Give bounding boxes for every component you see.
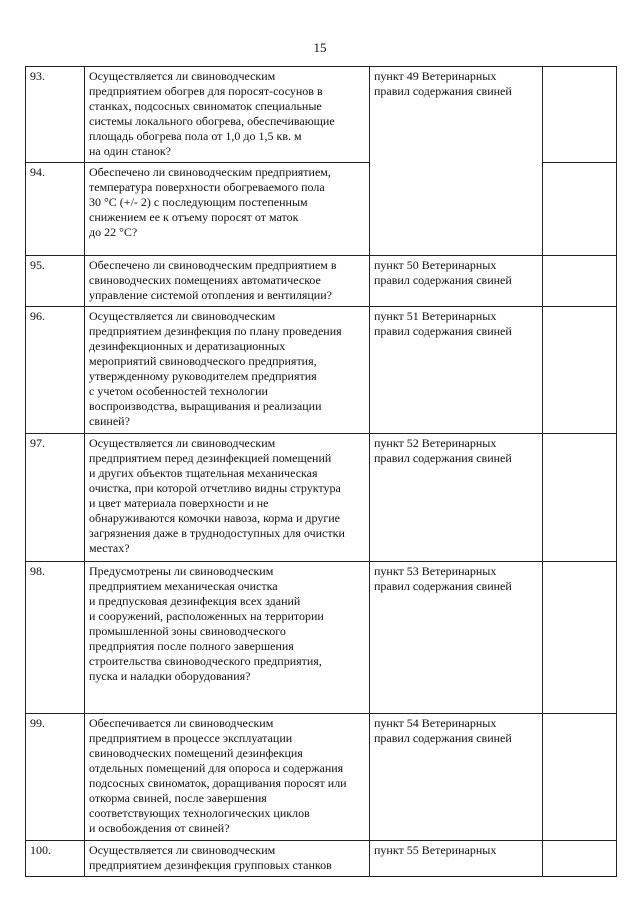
reference-text: пункт 52 Ветеринарных правил содержания свиней [374, 436, 512, 465]
question-text: Осуществляется ли свиноводческим предприятием обогрев для поросят-сосунов в станках, подсосных свиноматок специальные системы локального обогрева, обеспечивающие площадь обогрева пола от 1,0 до 1,5 кв. м на один станок? [89, 69, 335, 158]
result-cell [543, 841, 617, 877]
result-cell [543, 562, 617, 714]
result-cell [543, 67, 617, 163]
table-row [26, 307, 617, 434]
reference-text: пункт 54 Ветеринарных правил содержания свиней [374, 716, 512, 745]
result-cell [543, 307, 617, 434]
reference-cell [370, 841, 543, 877]
question-cell [85, 841, 370, 877]
result-cell [543, 434, 617, 562]
row-number: 97. [26, 434, 85, 562]
reference-cell [370, 434, 543, 562]
question-cell [85, 256, 370, 307]
question-text: Осуществляется ли свиноводческим предприятием дезинфекция групповых станков [89, 843, 332, 872]
question-cell [85, 163, 370, 256]
table-row [26, 562, 617, 714]
table-row [26, 256, 617, 307]
question-cell [85, 562, 370, 714]
row-number: 95. [26, 256, 85, 307]
table-row [26, 434, 617, 562]
reference-cell [370, 562, 543, 714]
question-text: Обеспечено ли свиноводческим предприятием, температура поверхности обогреваемого пола 30 °С (+/- 2) с последующим постепенным снижением ее к отъему поросят от маток до 22 °С? [89, 165, 331, 239]
row-number: 93. [26, 67, 85, 163]
reference-text: пункт 51 Ветеринарных правил содержания свиней [374, 309, 512, 338]
question-cell [85, 714, 370, 841]
question-text: Обеспечено ли свиноводческим предприятием в свиноводческих помещениях автоматическое управление системой отопления и вентиляции? [89, 258, 337, 302]
question-text: Осуществляется ли свиноводческим предприятием дезинфекция по плану проведения дезинфекционных и дератизационных мероприятий свиноводческого предприятия, утвержденному руководителем предприятия с учетом особенностей технологии воспроизводства, выращивания и реализации свиней? [89, 309, 342, 428]
reference-text: пункт 53 Ветеринарных правил содержания свиней [374, 564, 512, 593]
reference-text: пункт 49 Ветеринарных правил содержания свиней [374, 69, 512, 98]
row-number: 96. [26, 307, 85, 434]
question-text: Обеспечивается ли свиноводческим предприятием в процессе эксплуатации свиноводческих помещений дезинфекция отдельных помещений для опороса и содержания подсосных свиноматок, доращивания поросят или откорма свиней, после завершения соответствующих технологических циклов и освобождения от свиней? [89, 716, 347, 835]
table-row [26, 841, 617, 877]
row-number: 99. [26, 714, 85, 841]
reference-cell [370, 256, 543, 307]
result-cell [543, 256, 617, 307]
reference-cell [370, 714, 543, 841]
reference-cell [370, 307, 543, 434]
question-cell [85, 67, 370, 163]
result-cell [543, 163, 617, 256]
row-number: 94. [26, 163, 85, 256]
reference-text: пункт 50 Ветеринарных правил содержания свиней [374, 258, 512, 287]
page-number: 15 [313, 40, 327, 55]
question-cell [85, 307, 370, 434]
reference-cell [370, 67, 543, 256]
row-number: 100. [26, 841, 85, 877]
question-text: Осуществляется ли свиноводческим предприятием перед дезинфекцией помещений и других объектов тщательная механическая очистка, при которой отчетливо видны структура и цвет материала поверхности и не обнаруживаются комочки навоза, корма и другие загрязнения даже в труднодоступных для очистки местах? [89, 436, 345, 555]
table-row [26, 714, 617, 841]
question-cell [85, 434, 370, 562]
row-number: 98. [26, 562, 85, 714]
result-cell [543, 714, 617, 841]
table-row [26, 67, 617, 163]
reference-text: пункт 55 Ветеринарных [374, 843, 497, 857]
checklist-table [25, 66, 617, 877]
question-text: Предусмотрены ли свиноводческим предприятием механическая очистка и предпусковая дезинфекция всех зданий и сооружений, расположенных на территории промышленной зоны свиноводческого предприятия после полного завершения строительства свиноводческого предприятия, пуска и наладки оборудования? [89, 564, 324, 683]
